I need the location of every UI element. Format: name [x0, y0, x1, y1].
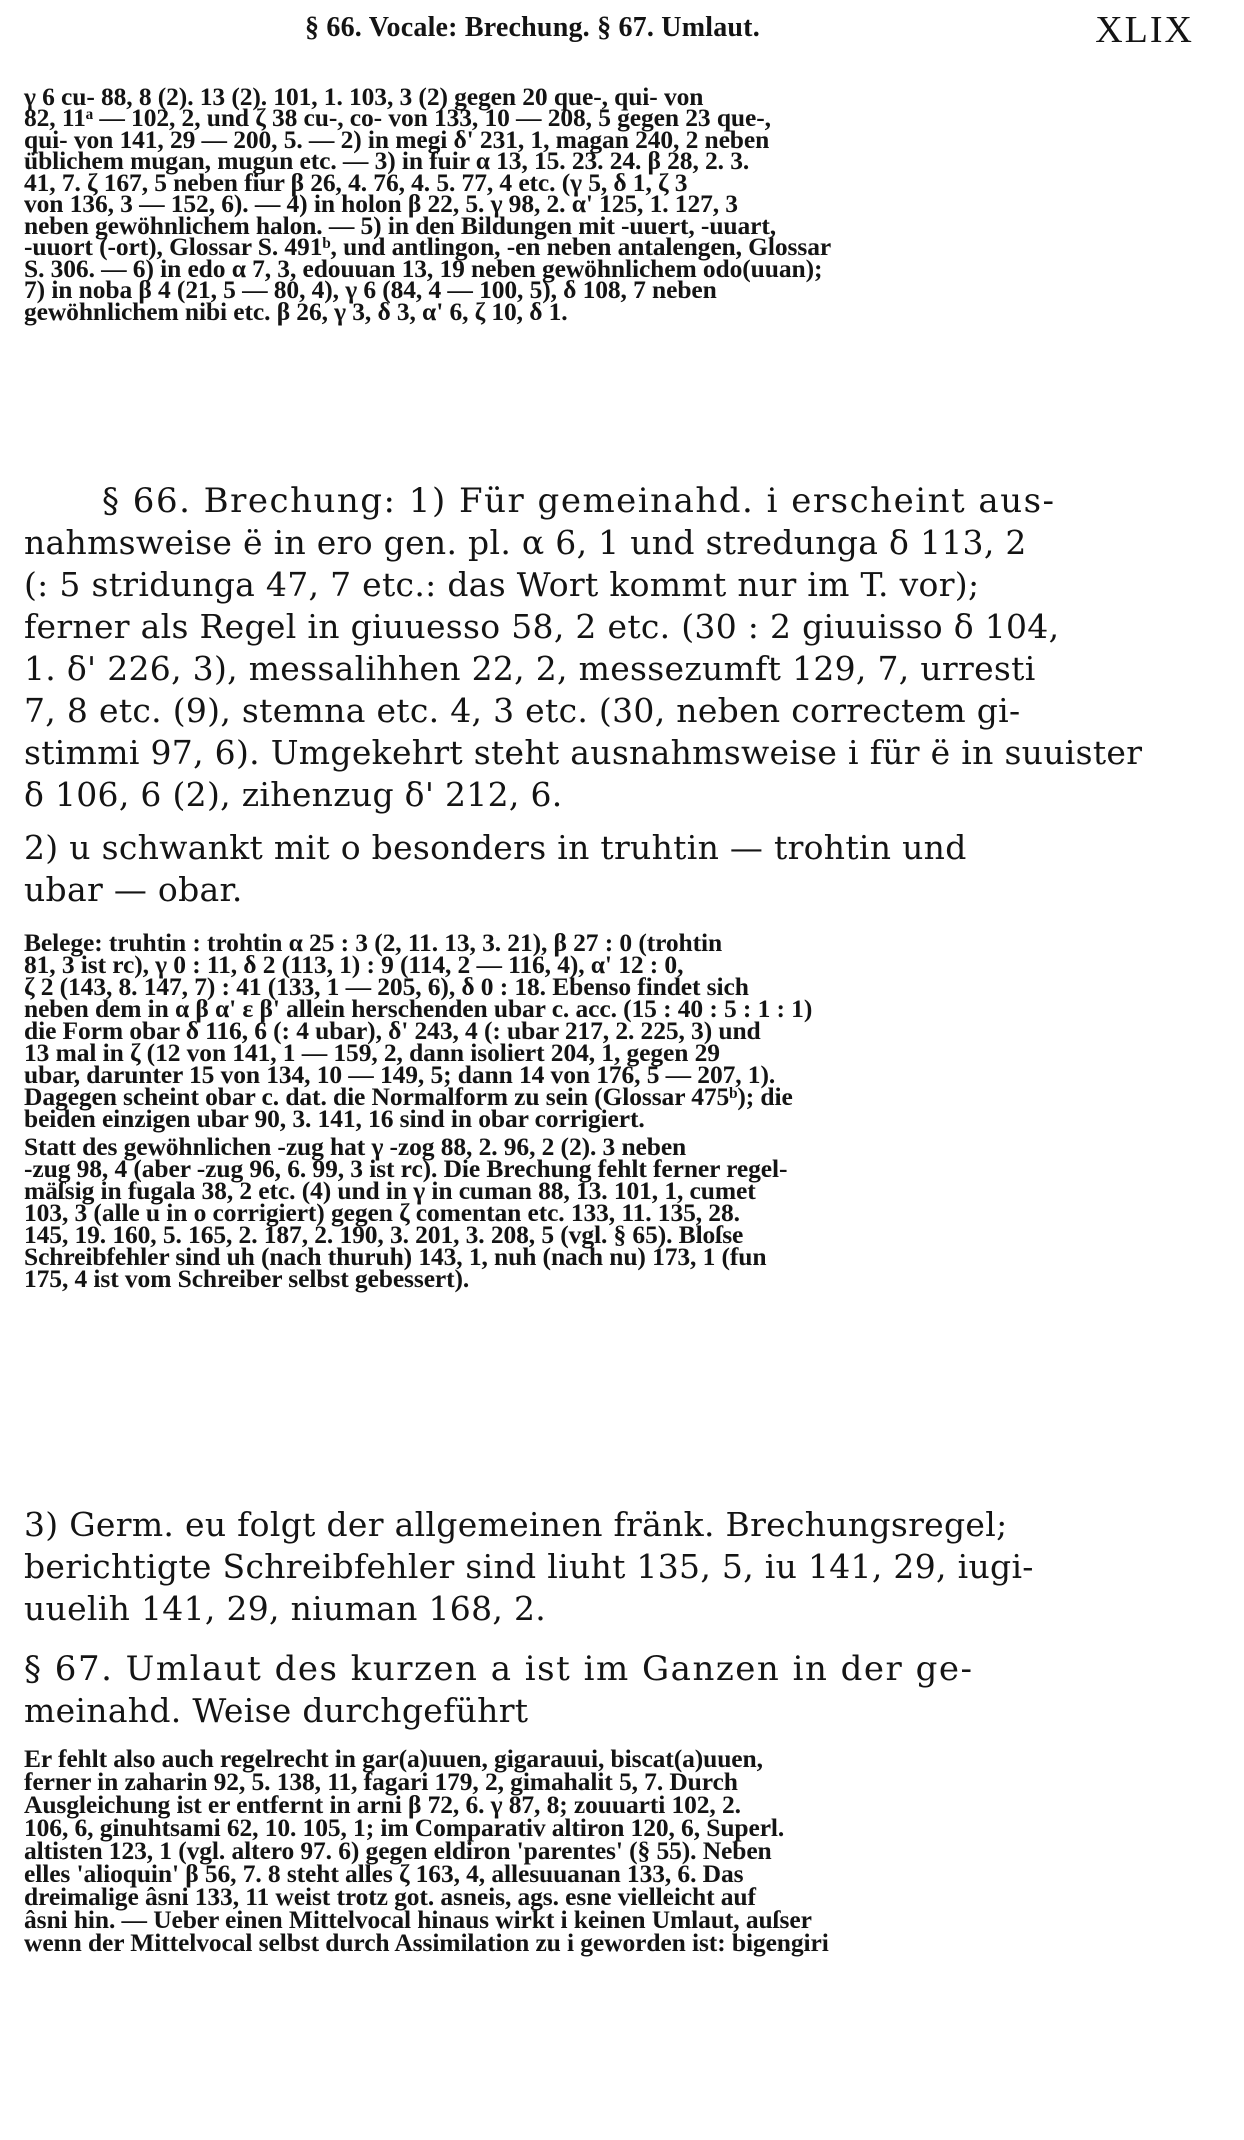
text-line: ubar — obar. — [24, 870, 243, 909]
text-line: -zug 98, 4 (aber -zug 96, 6. 99, 3 ist rc). Die Brechung fehlt ferner regel- — [24, 1154, 788, 1183]
section-heading: § 66. Brechung: 1) Für gemeinahd. i erscheint aus- — [102, 481, 1056, 521]
text-line: gewöhnlichem nibi etc. β 26, γ 3, δ 3, α' 6, ζ 10, δ 1. — [24, 297, 568, 326]
text-line: 145, 19. 160, 5. 165, 2. 187, 2. 190, 3. 201, 3. 208, 5 (vgl. § 65). Bloſse — [24, 1220, 744, 1249]
text-line: -uuort (-ort), Glossar S. 491ᵇ, und antlingon, -en neben antalengen, Glossar — [24, 232, 832, 261]
running-title: § 66. Vocale: Brechung. § 67. Umlaut. — [305, 12, 760, 43]
text-line: 103, 3 (alle u in o corrigiert) gegen ζ comentan etc. 133, 11. 135, 28. — [24, 1198, 740, 1227]
text-line: 175, 4 ist vom Schreiber selbst gebessert). — [24, 1264, 470, 1293]
text-line: meinahd. Weise durchgeführt — [24, 1691, 529, 1730]
text-line: uuelih 141, 29, niuman 168, 2. — [24, 1589, 547, 1628]
text-line: neben dem in α β α' ε β' allein herschenden ubar c. acc. (15 : 40 : 5 : 1 : 1) — [24, 994, 813, 1023]
text-line: 81, 3 ist rc), γ 0 : 11, δ 2 (113, 1) : 9 (114, 2 — 116, 4), α' 12 : 0, — [24, 950, 684, 979]
text-line: 7) in noba β 4 (21, 5 — 80, 4), γ 6 (84, 4 — 100, 5), δ 108, 7 neben — [24, 275, 717, 304]
text-line: Schreibfehler sind uh (nach thuruh) 143, 1, nuh (nach nu) 173, 1 (fun — [24, 1242, 767, 1271]
page-number: XLIX — [1095, 9, 1194, 51]
text-line: neben gewöhnlichem halon. — 5) in den Bildungen mit -uuert, -uuart, — [24, 211, 777, 240]
text-line: die Form obar δ 116, 6 (: 4 ubar), δ' 243, 4 (: ubar 217, 2. 225, 3) und — [24, 1016, 761, 1045]
text-line: elles 'alioquin' β 56, 7. 8 steht alles ζ 163, 4, allesuuanan 133, 6. Das — [24, 1859, 744, 1888]
text-line: 3) Germ. eu folgt der allgemeinen fränk. Brechungsregel; — [24, 1505, 1008, 1544]
text-line: üblichem mugan, mugun etc. — 3) in fuir α 13, 15. 23. 24. β 28, 2. 3. — [24, 146, 750, 175]
text-line: Dagegen scheint obar c. dat. die Normalform zu sein (Glossar 475ᵇ); die — [24, 1082, 793, 1111]
text-line: von 136, 3 — 152, 6). — 4) in holon β 22, 5. γ 98, 2. α' 125, 1. 127, 3 — [24, 189, 738, 218]
section-heading: § 67. Umlaut des kurzen a ist im Ganzen in der ge- — [24, 1649, 974, 1689]
text-line: 13 mal in ζ (12 von 141, 1 — 159, 2, dann isoliert 204, 1, gegen 29 — [24, 1038, 720, 1067]
text-line: beiden einzigen ubar 90, 3. 141, 16 sind in obar corrigiert. — [24, 1104, 645, 1133]
text-line: (: 5 stridunga 47, 7 etc.: das Wort kommt nur im T. vor); — [24, 565, 980, 604]
text-line: Belege: truhtin : trohtin α 25 : 3 (2, 11. 13, 3. 21), β 27 : 0 (trohtin — [24, 928, 723, 957]
text-line: altisten 123, 1 (vgl. altero 97. 6) gegen eldiron 'parentes' (§ 55). Neben — [24, 1836, 772, 1865]
text-line: nahmsweise ë in ero gen. pl. α 6, 1 und stredunga δ 113, 2 — [24, 523, 1027, 562]
text-line: qui- von 141, 29 — 200, 5. — 2) in megi δ' 231, 1, magan 240, 2 neben — [24, 125, 770, 154]
text-line: δ 106, 6 (2), zihenzug δ' 212, 6. — [24, 775, 563, 814]
text-line: mäſsig in fugala 38, 2 etc. (4) und in γ in cuman 88, 13. 101, 1, cumet — [24, 1176, 756, 1205]
text-line: γ 6 cu- 88, 8 (2). 13 (2). 101, 1. 103, 3 (2) gegen 20 que-, qui- von — [24, 82, 704, 111]
text-line: 7, 8 etc. (9), stemna etc. 4, 3 etc. (30, neben correctem gi- — [24, 691, 1021, 730]
text-line: Er fehlt also auch regelrecht in gar(a)uuen, gigarauui, biscat(a)uuen, — [24, 1744, 763, 1773]
text-line: stimmi 97, 6). Umgekehrt steht ausnahmsweise i für ë in suuister — [24, 733, 1143, 772]
text-line: Ausgleichung ist er entfernt in arni β 72, 6. γ 87, 8; zouuarti 102, 2. — [24, 1790, 741, 1819]
text-line: Statt des gewöhnlichen -zug hat γ -zog 88, 2. 96, 2 (2). 3 neben — [24, 1132, 687, 1161]
text-line: 2) u schwankt mit o besonders in truhtin — trohtin und — [24, 828, 967, 867]
text-line: berichtigte Schreibfehler sind liuht 135, 5, iu 141, 29, iugi- — [24, 1547, 1034, 1586]
text-line: âsni hin. — Ueber einen Mittelvocal hinaus wirkt i keinen Umlaut, auſser — [24, 1905, 812, 1934]
text-line: dreimalige âsni 133, 11 weist trotz got. asneis, ags. esne vielleicht auf — [24, 1882, 756, 1911]
text-line: 1. δ' 226, 3), messalihhen 22, 2, messezumft 129, 7, urresti — [24, 649, 1036, 688]
text-line: wenn der Mittelvocal selbst durch Assimilation zu i geworden ist: bigengiri — [24, 1928, 829, 1957]
text-line: 106, 6, ginuhtsami 62, 10. 105, 1; im Comparativ altiron 120, 6, Superl. — [24, 1813, 785, 1842]
running-head — [0, 8, 1244, 56]
text-line: ferner in zaharin 92, 5. 138, 11, fagari 179, 2, gimahalit 5, 7. Durch — [24, 1767, 738, 1796]
text-line: ζ 2 (143, 8. 147, 7) : 41 (133, 1 — 205, 6), δ 0 : 18. Ebenso findet sich — [24, 972, 749, 1001]
text-line: 82, 11ᵃ — 102, 2, und ζ 38 cu-, co- von 133, 10 — 208, 5 gegen 23 que-, — [24, 103, 771, 132]
text-line: 41, 7. ζ 167, 5 neben fiur β 26, 4. 76, 4. 5. 77, 4 etc. (γ 5, δ 1, ζ 3 — [24, 168, 688, 197]
text-line: ubar, darunter 15 von 134, 10 — 149, 5; dann 14 von 176, 5 — 207, 1). — [24, 1060, 776, 1089]
text-line: ferner als Regel in giuuesso 58, 2 etc. (30 : 2 giuuisso δ 104, — [24, 607, 1060, 646]
text-line: S. 306. — 6) in edo α 7, 3, edouuan 13, 19 neben gewöhnlichem odo(uuan); — [24, 254, 823, 283]
